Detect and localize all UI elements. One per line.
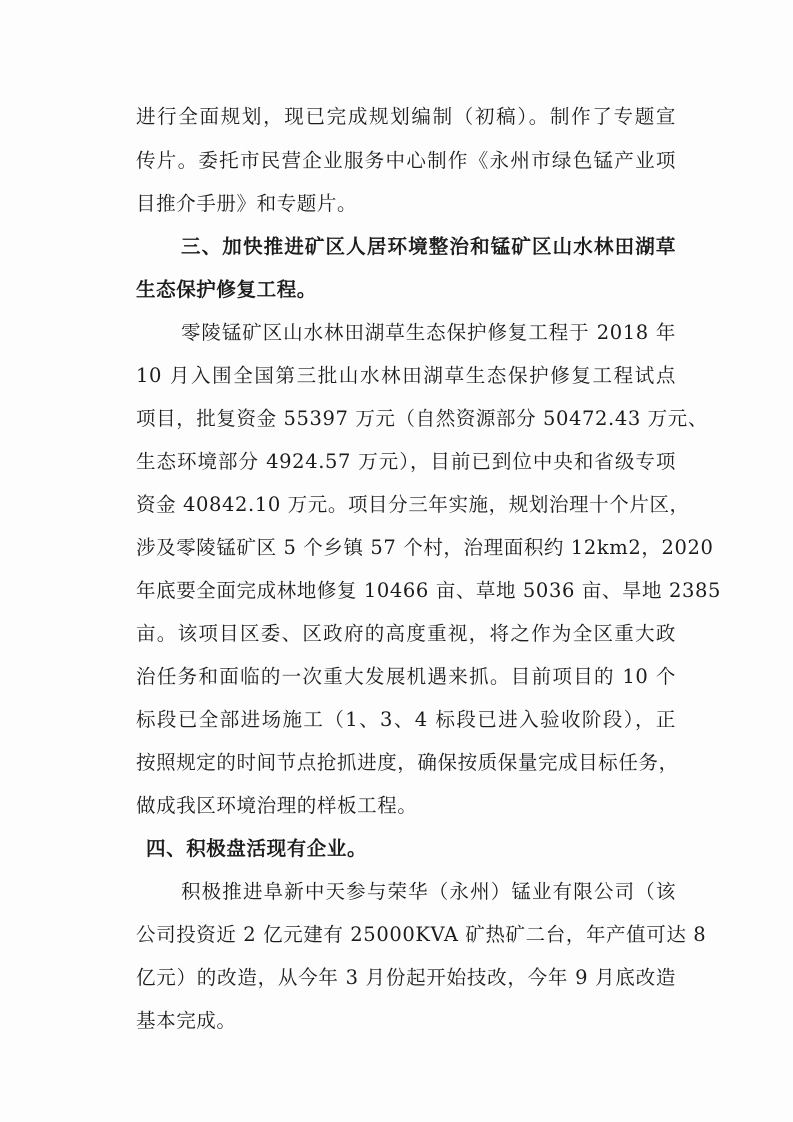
intro-line-3: 目推介手册》和专题片。 [136, 192, 358, 215]
section4-heading: 四、积极盘活现有企业。 [146, 837, 368, 860]
section3-body-line-6: 涉及零陵锰矿区 5 个乡镇 57 个村，治理面积约 12km2，2020 [136, 536, 714, 559]
section3-body-line-9: 治任务和面临的一次重大发展机遇来抓。目前项目的 10 个 [136, 665, 676, 688]
section3-heading-line-1: 三、加快推进矿区人居环境整治和锰矿区山水林田湖草 [181, 235, 676, 258]
section4-body-line-3: 亿元）的改造，从今年 3 月份起开始技改，今年 9 月底改造 [136, 966, 676, 989]
section3-body-line-2: 10 月入围全国第三批山水林田湖草生态保护修复工程试点 [136, 364, 676, 387]
section3-body-line-8: 亩。该项目区委、区政府的高度重视，将之作为全区重大政 [136, 622, 676, 645]
section3-body-line-10: 标段已全部进场施工（1、3、4 标段已进入验收阶段），正 [136, 708, 676, 731]
intro-line-2: 传片。委托市民营企业服务中心制作《永州市绿色锰产业项 [136, 149, 676, 172]
section3-body-line-3: 项目，批复资金 55397 万元（自然资源部分 50472.43 万元、 [136, 407, 708, 430]
section4-body-line-4: 基本完成。 [136, 1009, 237, 1032]
section3-body-line-5: 资金 40842.10 万元。项目分三年实施，规划治理十个片区， [136, 493, 690, 516]
section3-heading-line-2: 生态保护修复工程。 [136, 278, 317, 301]
intro-line-1: 进行全面规划，现已完成规划编制（初稿）。制作了专题宣 [136, 105, 676, 128]
section4-body-line-2: 公司投资近 2 亿元建有 25000KVA 矿热矿二台，年产值可达 8 [136, 923, 707, 946]
section3-body-line-4: 生态环境部分 4924.57 万元），目前已到位中央和省级专项 [136, 450, 676, 473]
section3-body-line-1: 零陵锰矿区山水林田湖草生态保护修复工程于 2018 年 [181, 321, 676, 344]
section4-body-line-1: 积极推进阜新中天参与荣华（永州）锰业有限公司（该 [181, 880, 676, 903]
section3-body-line-12: 做成我区环境治理的样板工程。 [136, 794, 418, 817]
section3-body-line-11: 按照规定的时间节点抢抓进度，确保按质保量完成目标任务， [136, 751, 679, 774]
section3-body-line-7: 年底要全面完成林地修复 10466 亩、草地 5036 亩、旱地 2385 [136, 579, 721, 602]
